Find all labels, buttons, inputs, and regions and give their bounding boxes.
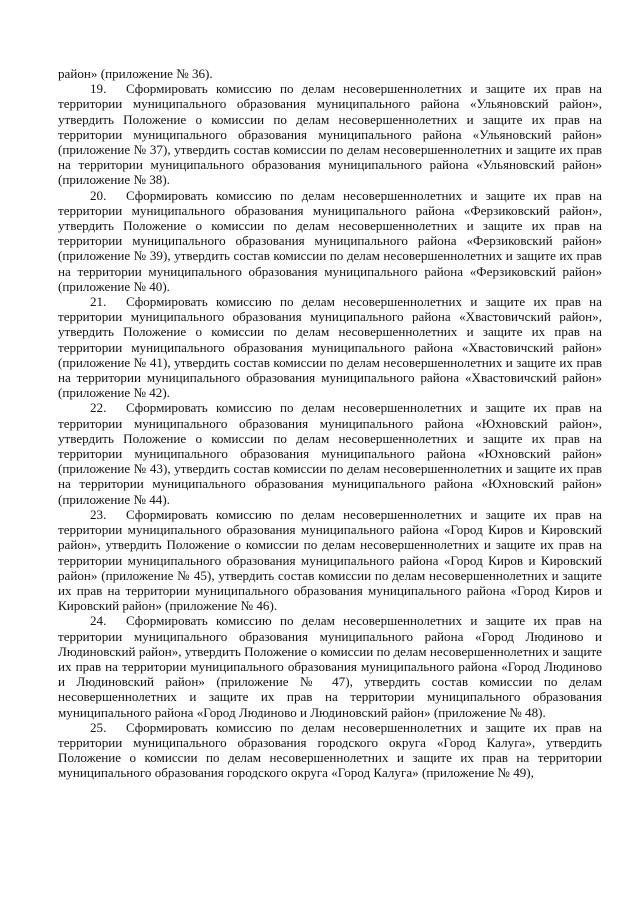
item-number: 25.: [90, 719, 107, 735]
item-text: Сформировать комиссию по делам несовершеннолетних и защите их прав на территории муниципального образования муниципального района «Хвастовичский район», утвердить Положение о комиссии по делам несовершеннолетних и защите их прав на территории муниципального образования муниципального района «Хвастовичский район» (приложение № 41), утвердить состав комиссии по делам несовершеннолетних и защите их прав на территории муниципального образования муниципального района «Хвастовичский район» (приложение № 42).: [58, 294, 602, 401]
item-text: Сформировать комиссию по делам несовершеннолетних и защите их прав на территории муниципального образования муниципального района «Ферзиковский район», утвердить Положение о комиссии по делам несовершеннолетних и защите их прав на территории муниципального образования муниципального района «Ферзиковский район» (приложение № 39), утвердить состав комиссии по делам несовершеннолетних и защите их прав на территории муниципального образования муниципального района «Ферзиковский район» (приложение № 40).: [58, 187, 602, 294]
item-text: Сформировать комиссию по делам несовершеннолетних и защите их прав на территории муниципального образования муниципального района «Ульяновский район», утвердить Положение о комиссии по делам несовершеннолетних и защите их прав на территории муниципального образования муниципального района «Ульяновский район» (приложение № 37), утвердить состав комиссии по делам несовершеннолетних и защите их прав на территории муниципального образования муниципального района «Ульяновский район» (приложение № 38).: [58, 81, 602, 188]
list-item-25: [58, 720, 602, 781]
item-number: 20.: [90, 187, 107, 203]
item-number: 23.: [90, 506, 107, 522]
item-number: 19.: [90, 81, 107, 97]
item-number: 21.: [90, 294, 107, 310]
list-item-24: [58, 613, 602, 719]
list-item-19: [58, 81, 602, 187]
item-number: 24.: [90, 613, 107, 629]
item-text: Сформировать комиссию по делам несовершеннолетних и защите их прав на территории муниципального образования муниципального района «Город Людиново и Людиновский район», утвердить Положение о комиссии по делам несовершеннолетних и защите их прав на территории муниципального образования муниципального района «Город Людиново и Людиновский район» (приложение № 47), утвердить состав комиссии по делам несовершеннолетних и защите их прав на территории муниципального образования муниципального района «Город Людиново и Людиновский район» (приложение № 48).: [58, 613, 602, 720]
list-item-23: [58, 507, 602, 613]
item-text: Сформировать комиссию по делам несовершеннолетних и защите их прав на территории муниципального образования муниципального района «Город Киров и Кировский район», утвердить Положение о комиссии по делам несовершеннолетних и защите их прав на территории муниципального образования муниципального района «Город Киров и Кировский район» (приложение № 45), утвердить состав комиссии по делам несовершеннолетних и защите их прав на территории муниципального образования муниципального района «Город Киров и Кировский район» (приложение № 46).: [58, 506, 602, 614]
list-item-21: [58, 294, 602, 400]
document-page: [58, 66, 602, 781]
list-item-20: [58, 188, 602, 294]
item-number: 22.: [90, 400, 107, 416]
list-item-22: [58, 400, 602, 506]
item-text: Сформировать комиссию по делам несовершеннолетних и защите их прав на территории муниципального образования городского округа «Город Калуга», утвердить Положение о комиссии по делам несовершеннолетних и защите их прав на территории муниципального образования городского округа «Город Калуга» (приложение № 49),: [58, 719, 602, 781]
item-text: Сформировать комиссию по делам несовершеннолетних и защите их прав на территории муниципального образования муниципального района «Юхновский район», утвердить Положение о комиссии по делам несовершеннолетних и защите их прав на территории муниципального образования муниципального района «Юхновский район» (приложение № 43), утвердить состав комиссии по делам несовершеннолетних и защите их прав на территории муниципального образования муниципального района «Юхновский район» (приложение № 44).: [58, 400, 602, 507]
continuation-paragraph: район» (приложение № 36).: [58, 66, 213, 81]
